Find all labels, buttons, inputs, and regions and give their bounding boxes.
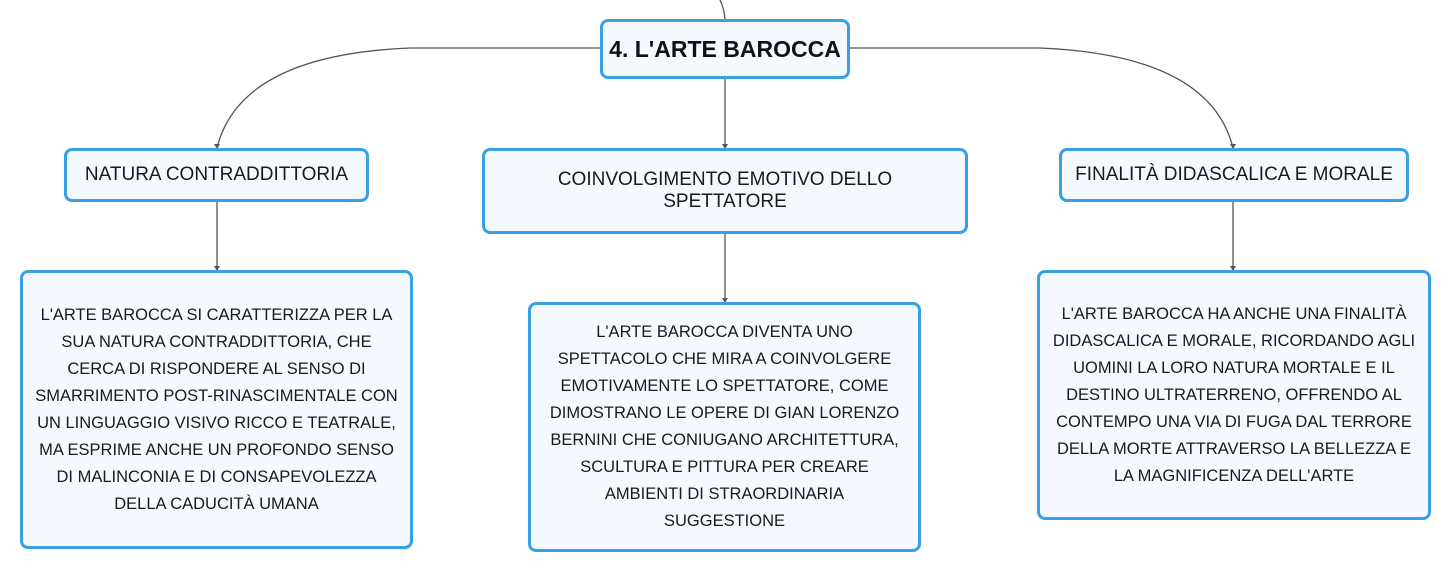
connector-root-finalita	[850, 48, 1233, 148]
topic-label: FINALITÀ DIDASCALICA E MORALE	[1075, 164, 1393, 185]
detail-text: L'ARTE BAROCCA HA ANCHE UNA FINALITÀ DIDASCALICA E MORALE, RICORDANDO AGLI UOMINI LA LORO NATURA MORTALE E IL DESTINO ULTRATERRENO, OFFRENDO AL CONTEMPO UNA VIA DI FUGA DAL TERRORE DELLA MORTE ATTRAVERSO LA BELLEZZA E LA MAGNIFICENZA DELL'ARTE	[1052, 304, 1416, 485]
connector-root-natura	[217, 48, 600, 148]
topic-label: COINVOLGIMENTO EMOTIVO DELLO SPETTATORE	[557, 169, 893, 212]
detail-node-natura-contraddittoria[interactable]	[20, 270, 413, 549]
topic-node-finalita-didascalica[interactable]	[1059, 148, 1409, 202]
detail-text: L'ARTE BAROCCA SI CARATTERIZZA PER LA SUA NATURA CONTRADDITTORIA, CHE CERCA DI RISPONDERE AL SENSO DI SMARRIMENTO POST-RINASCIMENTALE CON UN LINGUAGGIO VISIVO RICCO E TEATRALE, MA ESPRIME ANCHE UN PROFONDO SENSO DI MALINCONIA E DI CONSAPEVOLEZZA DELLA CADUCITÀ UMANA	[35, 305, 398, 513]
connector-parent	[720, 0, 725, 19]
topic-node-natura-contraddittoria[interactable]	[64, 148, 369, 202]
root-label: 4. L'ARTE BAROCCA	[609, 35, 841, 62]
detail-node-coinvolgimento-emotivo[interactable]	[528, 302, 921, 552]
root-node[interactable]	[600, 19, 850, 79]
topic-label: NATURA CONTRADDITTORIA	[84, 164, 349, 185]
detail-text: L'ARTE BAROCCA DIVENTA UNO SPETTACOLO CHE MIRA A COINVOLGERE EMOTIVAMENTE LO SPETTATORE, COME DIMOSTRANO LE OPERE DI GIAN LORENZO BERNINI CHE CONIUGANO ARCHITETTURA, SCULTURA E PITTURA PER CREARE AMBIENTI DI STRAORDINARIA SUGGESTIONE	[549, 323, 900, 530]
detail-node-finalita-didascalica[interactable]	[1037, 270, 1431, 520]
topic-node-coinvolgimento-emotivo[interactable]	[482, 148, 968, 234]
